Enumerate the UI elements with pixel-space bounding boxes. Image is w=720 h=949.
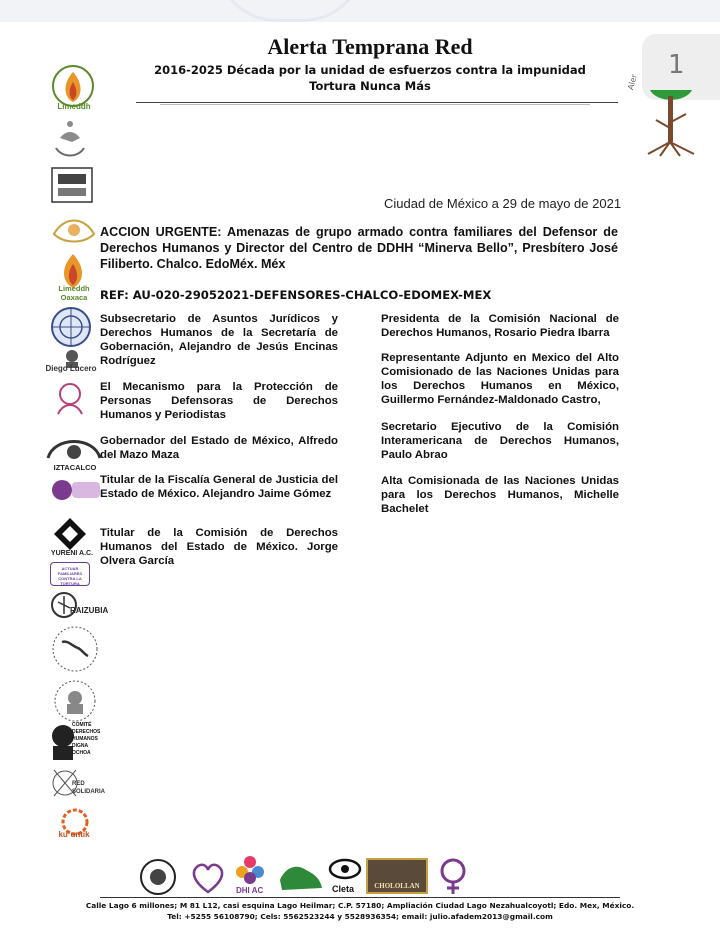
tree-logo-icon (626, 58, 712, 158)
cholollan-caption: CHOLOLLAN (374, 882, 420, 890)
foro-permanente-logo-icon (44, 428, 104, 468)
mujeres-guerreras-logo-icon (50, 380, 90, 418)
organization-title: Alerta Temprana Red (267, 34, 473, 59)
yureni-caption: YURENI A.C. (50, 550, 94, 557)
iztacalco-caption: IZTACALCO (53, 463, 97, 472)
mexico-map-logo-icon (50, 624, 100, 674)
cleta-eye-logo-icon (328, 856, 362, 882)
urgent-action-heading: ACCION URGENTE: Amenazas de grupo armado contra familiares del Defensor de Derechos Humanos y Director del Centro de DDHH “Minerva Bello”, Presbítero José Filiberto. Chalco. EdoMéx. Méx (100, 225, 618, 271)
dove-logo-icon (50, 118, 90, 162)
seal-logo-icon (50, 678, 100, 724)
footer-phone-email: Tel: +5255 56108790; Cels: 5562523244 y 5528936354; email: julio.afadem2013@gmail.com (167, 912, 553, 921)
header-divider-secondary (160, 104, 590, 105)
red-solidaria-caption: RED SOLIDARIA (72, 781, 105, 795)
limeddh-oaxaca-caption: Limeddh Oaxaca (58, 284, 90, 302)
recipient-right-4: Alta Comisionada de las Naciones Unidas para los Derechos Humanos, Michelle Bachelet (381, 475, 619, 515)
purple-collective-logo-icon (50, 472, 102, 508)
recipient-right-1: Presidenta de la Comisión Nacional de Derechos Humanos, Rosario Piedra Ibarra (381, 313, 619, 339)
recipient-left-1: Subsecretario de Asuntos Jurídicos y Derechos Humanos de la Secretaría de Gobernación, Alejandro de Jesús Encinas Rodríguez (100, 313, 338, 367)
yureni-logo-icon (50, 514, 90, 554)
recipient-left-3: Gobernador del Estado de México, Alfredo del Mazo Maza (100, 435, 338, 461)
header-divider (136, 102, 618, 103)
actuar-logo: ACTUAR FAMILIARES CONTRA LA TORTURA (50, 562, 90, 586)
reference-code: REF: AU-020-29052021-DEFENSORES-CHALCO-EDOMEX-MEX (100, 288, 492, 302)
recipient-right-3: Secretario Ejecutivo de la Comisión Interamericana de Derechos Humanos, Paulo Abrao (381, 421, 619, 461)
decade-subtitle: 2016-2025 Década por la unidad de esfuerzos contra la impunidad (154, 63, 586, 77)
bomdoh-logo-icon (50, 166, 94, 204)
organization-subtitle (140, 62, 600, 94)
limeddh-caption: Limeddh (57, 102, 91, 111)
diego-lucero-caption: Diego Lucero (45, 364, 97, 373)
document-date: Ciudad de México a 29 de mayo de 2021 (384, 196, 622, 211)
cholollan-logo (366, 858, 428, 894)
kuuntik-caption: ku´untik (58, 830, 90, 839)
footer-contact (70, 900, 650, 922)
cleta-caption: Cleta (332, 884, 355, 894)
purple-heart-logo-icon (188, 858, 228, 896)
page-number: 1 (668, 50, 685, 80)
dhi-caption: DHI AC (236, 886, 264, 895)
afadem-seal-icon (138, 858, 178, 896)
agcoa-map-logo-icon (276, 860, 326, 894)
recipient-left-4: Titular de la Fiscalía General de Justicia del Estado de México. Alejandro Jaime Gómez (100, 474, 338, 500)
comite-caption: COMITÉ DERECHOS HUMANOS DIGNA OCHOA (72, 722, 101, 756)
recipient-left-5: Titular de la Comisión de Derechos Humanos del Estado de México. Jorge Olvera García (100, 527, 338, 567)
globe-logo-icon (50, 306, 92, 348)
recipient-left-2: El Mecanismo para la Protección de Personas Defensoras de Derechos Humanos y Periodistas (100, 381, 338, 421)
top-band (0, 0, 720, 22)
dhi-flower-logo-icon (234, 854, 266, 886)
footer-address: Calle Lago 6 millones; M 81 L12, casi esquina Lago Heilmar; C.P. 57180; Ampliación Ciudad Lago Nezahualcoyotl; Edo. Mex, México. (85, 901, 635, 910)
raizubia-caption: RAIZUBIA (70, 606, 109, 615)
footer-divider (100, 897, 620, 898)
footer-logos-row (138, 854, 578, 898)
svg-text:Aler: Aler (626, 73, 639, 91)
tagline: Tortura Nunca Más (309, 79, 431, 93)
hands-logo-icon (50, 208, 98, 248)
venus-logo-icon (434, 856, 472, 896)
raizubia-logo-icon (50, 590, 78, 620)
recipient-right-2: Representante Adjunto en Mexico del Alto Comisionado de las Naciones Unidas para los Derechos Humanos en México, Guillermo Fernández-Maldonado Castro, (381, 352, 619, 406)
